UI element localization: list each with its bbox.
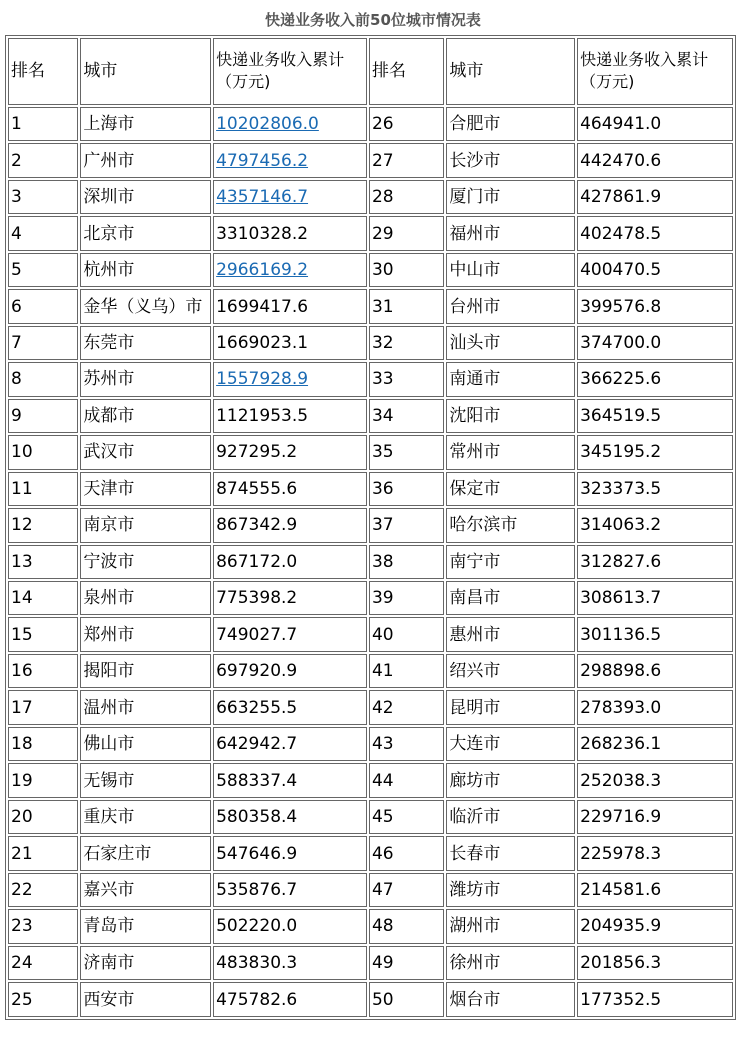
city-cell: 临沂市 (446, 800, 575, 834)
rank-cell: 32 (369, 326, 444, 360)
header-city-right: 城市 (446, 38, 575, 105)
revenue-cell: 475782.6 (213, 982, 367, 1017)
rank-cell: 20 (8, 800, 78, 834)
rank-cell: 25 (8, 982, 78, 1017)
rank-cell: 38 (369, 545, 444, 579)
revenue-cell: 642942.7 (213, 727, 367, 761)
table-row (8, 289, 733, 323)
revenue-cell: 535876.7 (213, 873, 367, 907)
city-cell: 南通市 (446, 362, 575, 396)
rank-cell: 45 (369, 800, 444, 834)
rank-cell: 17 (8, 690, 78, 724)
revenue-cell: 312827.6 (577, 545, 733, 579)
city-cell: 沈阳市 (446, 399, 575, 433)
rank-cell: 18 (8, 727, 78, 761)
rank-cell: 39 (369, 581, 444, 615)
table-row (8, 727, 733, 761)
city-cell: 哈尔滨市 (446, 508, 575, 542)
revenue-cell: 927295.2 (213, 435, 367, 469)
rank-cell: 23 (8, 909, 78, 943)
city-cell: 南京市 (80, 508, 211, 542)
city-cell: 福州市 (446, 216, 575, 250)
table-row (8, 435, 733, 469)
city-cell: 无锡市 (80, 763, 211, 797)
city-cell: 武汉市 (80, 435, 211, 469)
rank-cell: 41 (369, 654, 444, 688)
city-cell: 天津市 (80, 472, 211, 506)
city-cell: 台州市 (446, 289, 575, 323)
rank-cell: 15 (8, 617, 78, 651)
revenue-cell: 427861.9 (577, 180, 733, 214)
city-cell: 揭阳市 (80, 654, 211, 688)
city-cell: 嘉兴市 (80, 873, 211, 907)
revenue-cell: 775398.2 (213, 581, 367, 615)
table-row (8, 508, 733, 542)
rank-cell: 8 (8, 362, 78, 396)
rank-cell: 19 (8, 763, 78, 797)
city-cell: 郑州市 (80, 617, 211, 651)
city-cell: 济南市 (80, 946, 211, 980)
rank-cell: 16 (8, 654, 78, 688)
revenue-cell: 749027.7 (213, 617, 367, 651)
table-row (8, 946, 733, 980)
table-row (8, 472, 733, 506)
revenue-cell: 204935.9 (577, 909, 733, 943)
revenue-cell (213, 253, 367, 287)
city-cell: 佛山市 (80, 727, 211, 761)
table-row (8, 581, 733, 615)
revenue-cell: 366225.6 (577, 362, 733, 396)
city-cell: 长春市 (446, 836, 575, 870)
header-row (8, 38, 733, 105)
revenue-cell: 867342.9 (213, 508, 367, 542)
city-cell: 宁波市 (80, 545, 211, 579)
city-cell: 湖州市 (446, 909, 575, 943)
revenue-cell: 323373.5 (577, 472, 733, 506)
city-cell: 温州市 (80, 690, 211, 724)
header-rank-left: 排名 (8, 38, 78, 105)
revenue-cell: 298898.6 (577, 654, 733, 688)
city-cell: 大连市 (446, 727, 575, 761)
city-cell: 厦门市 (446, 180, 575, 214)
revenue-cell (213, 180, 367, 214)
rank-cell: 50 (369, 982, 444, 1017)
city-cell: 绍兴市 (446, 654, 575, 688)
revenue-cell: 225978.3 (577, 836, 733, 870)
city-cell: 南宁市 (446, 545, 575, 579)
city-cell: 保定市 (446, 472, 575, 506)
rank-cell: 43 (369, 727, 444, 761)
city-cell: 广州市 (80, 143, 211, 177)
table-row (8, 180, 733, 214)
revenue-cell: 580358.4 (213, 800, 367, 834)
rank-cell: 27 (369, 143, 444, 177)
city-cell: 长沙市 (446, 143, 575, 177)
revenue-cell: 314063.2 (577, 508, 733, 542)
revenue-cell: 252038.3 (577, 763, 733, 797)
revenue-cell: 663255.5 (213, 690, 367, 724)
city-cell: 潍坊市 (446, 873, 575, 907)
revenue-cell: 374700.0 (577, 326, 733, 360)
revenue-cell: 547646.9 (213, 836, 367, 870)
revenue-cell: 301136.5 (577, 617, 733, 651)
rank-cell: 40 (369, 617, 444, 651)
table-row (8, 617, 733, 651)
rank-cell: 28 (369, 180, 444, 214)
rank-cell: 48 (369, 909, 444, 943)
header-city-left: 城市 (80, 38, 211, 105)
rank-cell: 6 (8, 289, 78, 323)
header-rank-right: 排名 (369, 38, 444, 105)
city-cell: 昆明市 (446, 690, 575, 724)
rank-cell: 36 (369, 472, 444, 506)
city-cell: 泉州市 (80, 581, 211, 615)
ranking-table (6, 36, 735, 1019)
revenue-cell: 345195.2 (577, 435, 733, 469)
rank-cell: 10 (8, 435, 78, 469)
revenue-cell: 177352.5 (577, 982, 733, 1017)
city-cell: 金华（义乌）市 (80, 289, 211, 323)
revenue-cell: 1121953.5 (213, 399, 367, 433)
revenue-cell: 697920.9 (213, 654, 367, 688)
city-cell: 廊坊市 (446, 763, 575, 797)
revenue-cell: 588337.4 (213, 763, 367, 797)
revenue-cell: 867172.0 (213, 545, 367, 579)
city-cell: 徐州市 (446, 946, 575, 980)
revenue-cell: 308613.7 (577, 581, 733, 615)
city-cell: 北京市 (80, 216, 211, 250)
rank-cell: 13 (8, 545, 78, 579)
revenue-cell: 402478.5 (577, 216, 733, 250)
revenue-cell: 400470.5 (577, 253, 733, 287)
city-cell: 苏州市 (80, 362, 211, 396)
revenue-cell: 1669023.1 (213, 326, 367, 360)
data-table-frame (5, 35, 736, 1020)
table-row (8, 362, 733, 396)
revenue-cell: 214581.6 (577, 873, 733, 907)
city-cell: 重庆市 (80, 800, 211, 834)
table-row (8, 253, 733, 287)
revenue-cell: 1699417.6 (213, 289, 367, 323)
table-row (8, 690, 733, 724)
city-cell: 南昌市 (446, 581, 575, 615)
table-row (8, 107, 733, 141)
rank-cell: 33 (369, 362, 444, 396)
revenue-cell: 229716.9 (577, 800, 733, 834)
header-revenue-right: 快递业务收入累计（万元) (577, 38, 733, 105)
city-cell: 烟台市 (446, 982, 575, 1017)
rank-cell: 2 (8, 143, 78, 177)
revenue-link[interactable]: 4357146.7 (216, 187, 309, 208)
table-row (8, 836, 733, 870)
page-title: 快递业务收入前50位城市情况表 (265, 11, 481, 29)
rank-cell: 5 (8, 253, 78, 287)
table-row (8, 326, 733, 360)
revenue-cell: 364519.5 (577, 399, 733, 433)
city-cell: 中山市 (446, 253, 575, 287)
table-row (8, 873, 733, 907)
table-row (8, 800, 733, 834)
rank-cell: 31 (369, 289, 444, 323)
revenue-cell: 502220.0 (213, 909, 367, 943)
revenue-cell: 268236.1 (577, 727, 733, 761)
table-row (8, 763, 733, 797)
city-cell: 上海市 (80, 107, 211, 141)
revenue-link[interactable]: 1557928.9 (216, 369, 309, 390)
rank-cell: 49 (369, 946, 444, 980)
header-revenue-left: 快递业务收入累计（万元) (213, 38, 367, 105)
rank-cell: 1 (8, 107, 78, 141)
rank-cell: 37 (369, 508, 444, 542)
city-cell: 合肥市 (446, 107, 575, 141)
revenue-cell: 442470.6 (577, 143, 733, 177)
rank-cell: 26 (369, 107, 444, 141)
rank-cell: 12 (8, 508, 78, 542)
rank-cell: 42 (369, 690, 444, 724)
rank-cell: 22 (8, 873, 78, 907)
rank-cell: 11 (8, 472, 78, 506)
table-row (8, 545, 733, 579)
revenue-cell (213, 143, 367, 177)
revenue-cell (213, 107, 367, 141)
rank-cell: 30 (369, 253, 444, 287)
rank-cell: 14 (8, 581, 78, 615)
revenue-cell: 201856.3 (577, 946, 733, 980)
rank-cell: 47 (369, 873, 444, 907)
revenue-cell: 278393.0 (577, 690, 733, 724)
city-cell: 常州市 (446, 435, 575, 469)
revenue-link[interactable]: 4797456.2 (216, 150, 309, 171)
rank-cell: 46 (369, 836, 444, 870)
table-row (8, 654, 733, 688)
rank-cell: 9 (8, 399, 78, 433)
rank-cell: 35 (369, 435, 444, 469)
city-cell: 深圳市 (80, 180, 211, 214)
table-row (8, 909, 733, 943)
rank-cell: 3 (8, 180, 78, 214)
rank-cell: 44 (369, 763, 444, 797)
revenue-cell (213, 362, 367, 396)
rank-cell: 21 (8, 836, 78, 870)
rank-cell: 4 (8, 216, 78, 250)
rank-cell: 34 (369, 399, 444, 433)
revenue-cell: 874555.6 (213, 472, 367, 506)
city-cell: 青岛市 (80, 909, 211, 943)
rank-cell: 24 (8, 946, 78, 980)
table-row (8, 982, 733, 1017)
revenue-cell: 3310328.2 (213, 216, 367, 250)
revenue-link[interactable]: 10202806.0 (216, 114, 319, 135)
city-cell: 成都市 (80, 399, 211, 433)
city-cell: 汕头市 (446, 326, 575, 360)
rank-cell: 29 (369, 216, 444, 250)
revenue-cell: 464941.0 (577, 107, 733, 141)
city-cell: 惠州市 (446, 617, 575, 651)
city-cell: 西安市 (80, 982, 211, 1017)
rank-cell: 7 (8, 326, 78, 360)
table-row (8, 143, 733, 177)
table-row (8, 216, 733, 250)
revenue-cell: 483830.3 (213, 946, 367, 980)
city-cell: 杭州市 (80, 253, 211, 287)
city-cell: 石家庄市 (80, 836, 211, 870)
table-body (8, 38, 733, 1017)
city-cell: 东莞市 (80, 326, 211, 360)
table-row (8, 399, 733, 433)
revenue-link[interactable]: 2966169.2 (216, 260, 309, 281)
revenue-cell: 399576.8 (577, 289, 733, 323)
